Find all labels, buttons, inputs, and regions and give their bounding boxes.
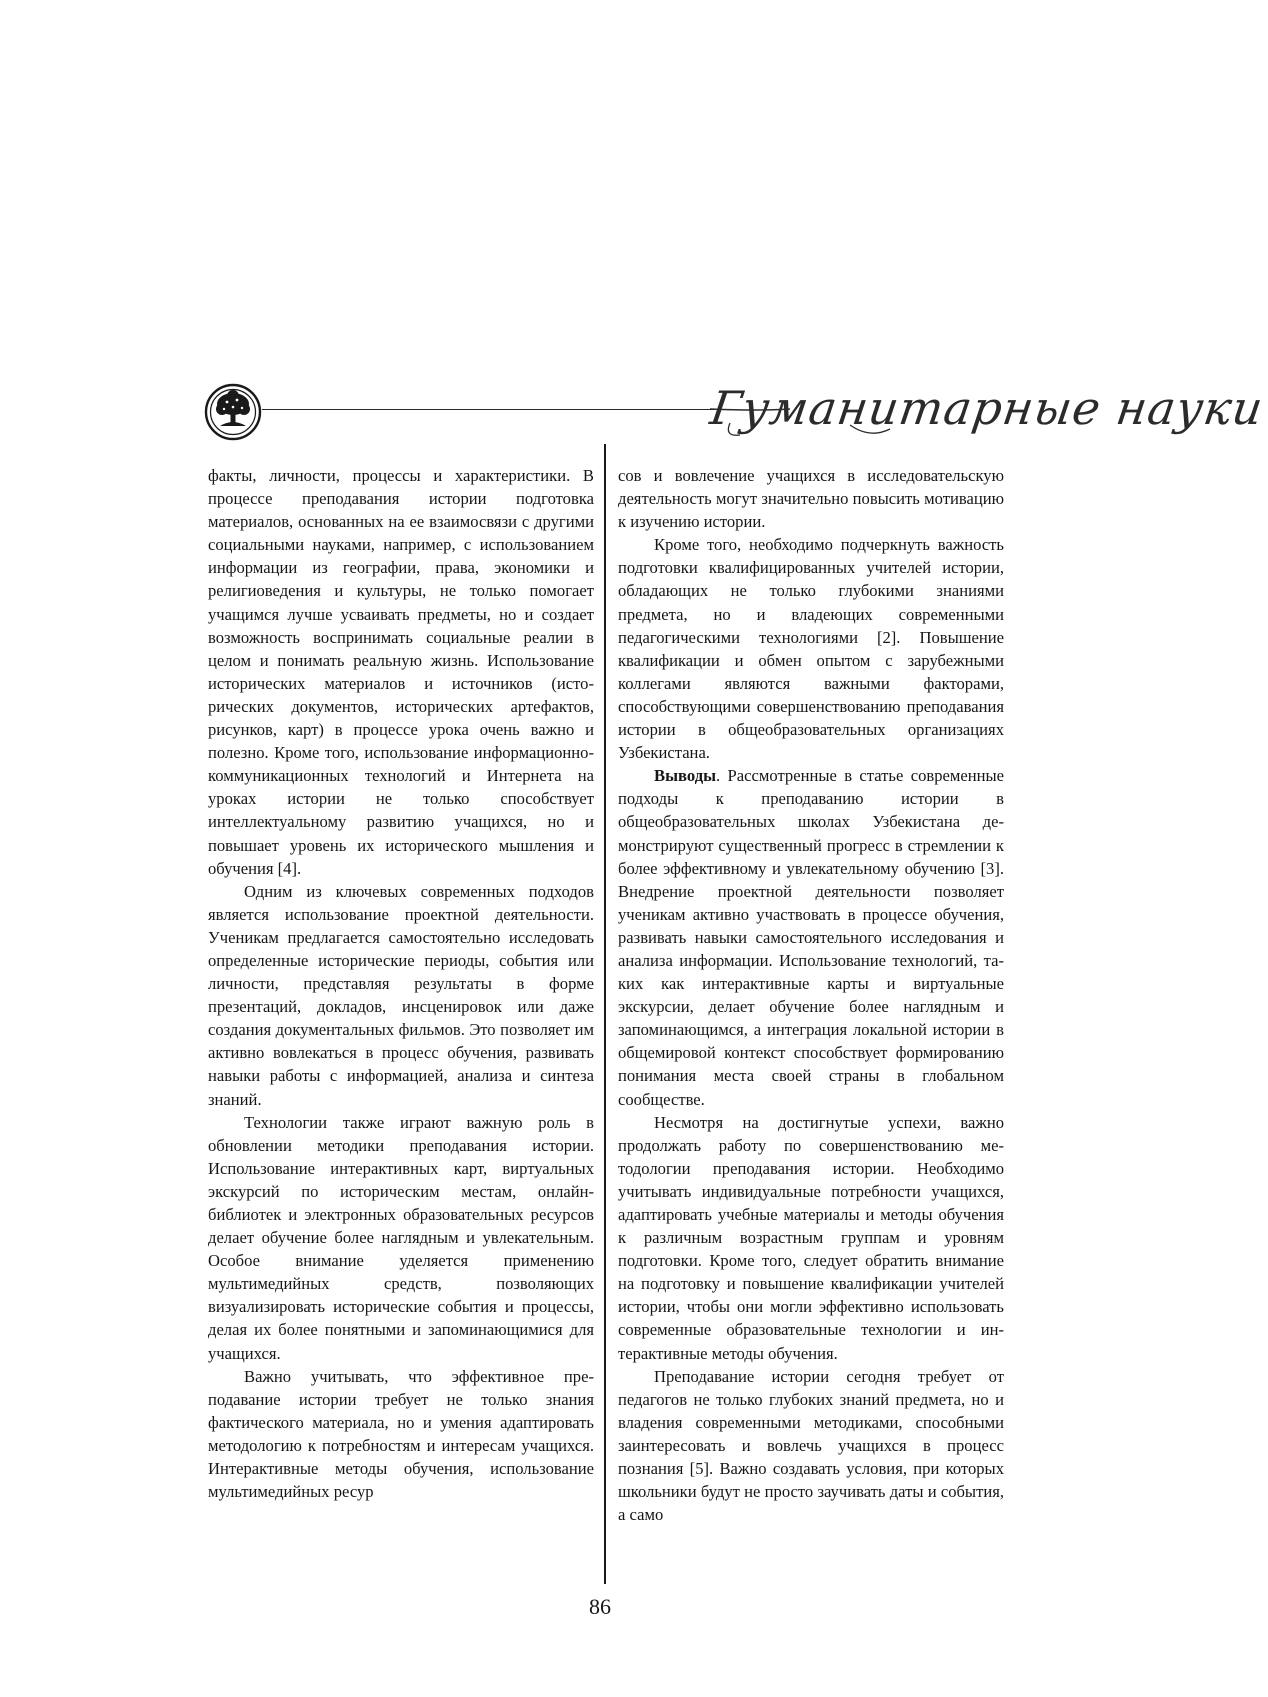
header-rule <box>262 409 718 410</box>
paragraph: Несмотря на достигнутые успехи, важно продолжать работу по совершенствованию методологии преподавания истории. Необходимо учитывать индивидуальные потребности учащихся, адаптировать учебные материалы и методы обучения к различным возрастным группам и уровням подготовки. Кроме того, следует обратить внимание на подготовку и повышение квалификации учителей истории, чтобы они могли эффективно использовать современные образовательные технологии и интерактивные методы обучения. <box>618 1112 1004 1363</box>
left-column <box>208 464 594 1503</box>
conclusion-paragraph <box>618 764 1004 1110</box>
right-column <box>618 464 1004 1526</box>
tree-emblem-svg <box>203 382 263 442</box>
section-title: Гуманитарные науки <box>707 381 1267 435</box>
conclusion-lead: Выводы <box>654 766 717 786</box>
paragraph: Преподавание истории сегодня требует от педагогов не только глубоких знаний предмета, но и владения современными методиками, способными заинтересовать и вовлечь учащихся в процесс познания [5]. Важно создавать условия, при которых школьники будут не просто заучивать даты и события, а само <box>618 1366 1004 1525</box>
page-number: 86 <box>589 1594 611 1619</box>
paragraph: сов и вовлечение учащихся в исследовательскую деятельность могут значительно повысить мотивацию к изучению истории. <box>618 466 1004 532</box>
column-divider <box>604 444 606 1584</box>
paragraph: Важно учитывать, что эффективное преподавание истории требует не только знания фактического материала, но и умения адаптировать методологию к потребностям и интересам учащихся. Интерактивные методы обучения, использование мультимедийных ресур <box>208 1366 594 1502</box>
paragraph: Кроме того, необходимо подчеркнуть важность подготовки квалифицированных учителей истории, обладающих не только глубокими знаниями предмета, но и владеющих современными педагогическими технологиями [2]. Повышение квалификации и обмен опытом с зарубежными коллегами являются важными факторами, способствующими совершенствованию преподавания истории в общеобразовательных организациях Узбекистана. <box>618 535 1004 763</box>
tree-emblem-icon <box>203 382 263 442</box>
conclusion-text: . Рассмотренные в статье современные подходы к преподаванию истории в общеобразовательных школах Узбекистана демонстрируют существенный прогресс в стремлении к более эффективному и увлекательному обучению [3]. Внедрение проектной деятельности позволяет ученикам активно участвовать в процессе обучения, развивать навыки самостоятельного исследования и анализа информации. Использование технологий, таких как интерактивные карты и виртуальные экскурсии, делает обучение более наглядным и запоминающимся, а интеграция локальной истории в общемировой контекст способствует формированию понимания места своей страны в глобальном сообществе. <box>618 766 1004 1109</box>
paragraph: Одним из ключевых современных подходов является использование проектной деятельности. Ученикам предлагается самостоятельно исследовать определенные исторические периоды, события или личности, представляя результаты в форме презентаций, докладов, инсценировок или даже создания документальных фильмов. Это позволяет им активно вовлекаться в процесс обучения, развивать навыки работы с информацией, анализа и синтеза знаний. <box>208 881 594 1109</box>
title-swash-decoration <box>700 395 1020 455</box>
paragraph: Технологии также играют важную роль в обновлении методики преподавания истории. Использование интерактивных карт, виртуальных экскурсий по историческим местам, онлайн-библиотек и электронных образовательных ресурсов делает обучение более наглядным и увлекательным. Особое внимание уделяется применению мультимедийных средств, позволяющих визуализировать исторические события и процессы, делая их более понятными и запоминающимися для учащихся. <box>208 1112 594 1363</box>
paragraph: факты, личности, процессы и характеристики. В процессе преподавания истории подготовка материалов, основанных на ее взаимосвязи с другими социальными науками, например, с использованием информации из географии, права, экономики и религиоведения и культуры, не только помогает учащимся лучше усваивать предметы, но и создает возможность воспринимать социальные реалии в целом и понимать реальную жизнь. Использование исторических материалов и источников (исторических документов, исторических артефактов, рисунков, карт) в процессе урока очень важно и полезно. Кроме того, использование информационно-коммуникационных технологий и Интернета на уроках истории не только способствует интеллектуальному развитию учащихся, но и повышает уровень их исторического мышления и обучения [4]. <box>208 466 594 878</box>
